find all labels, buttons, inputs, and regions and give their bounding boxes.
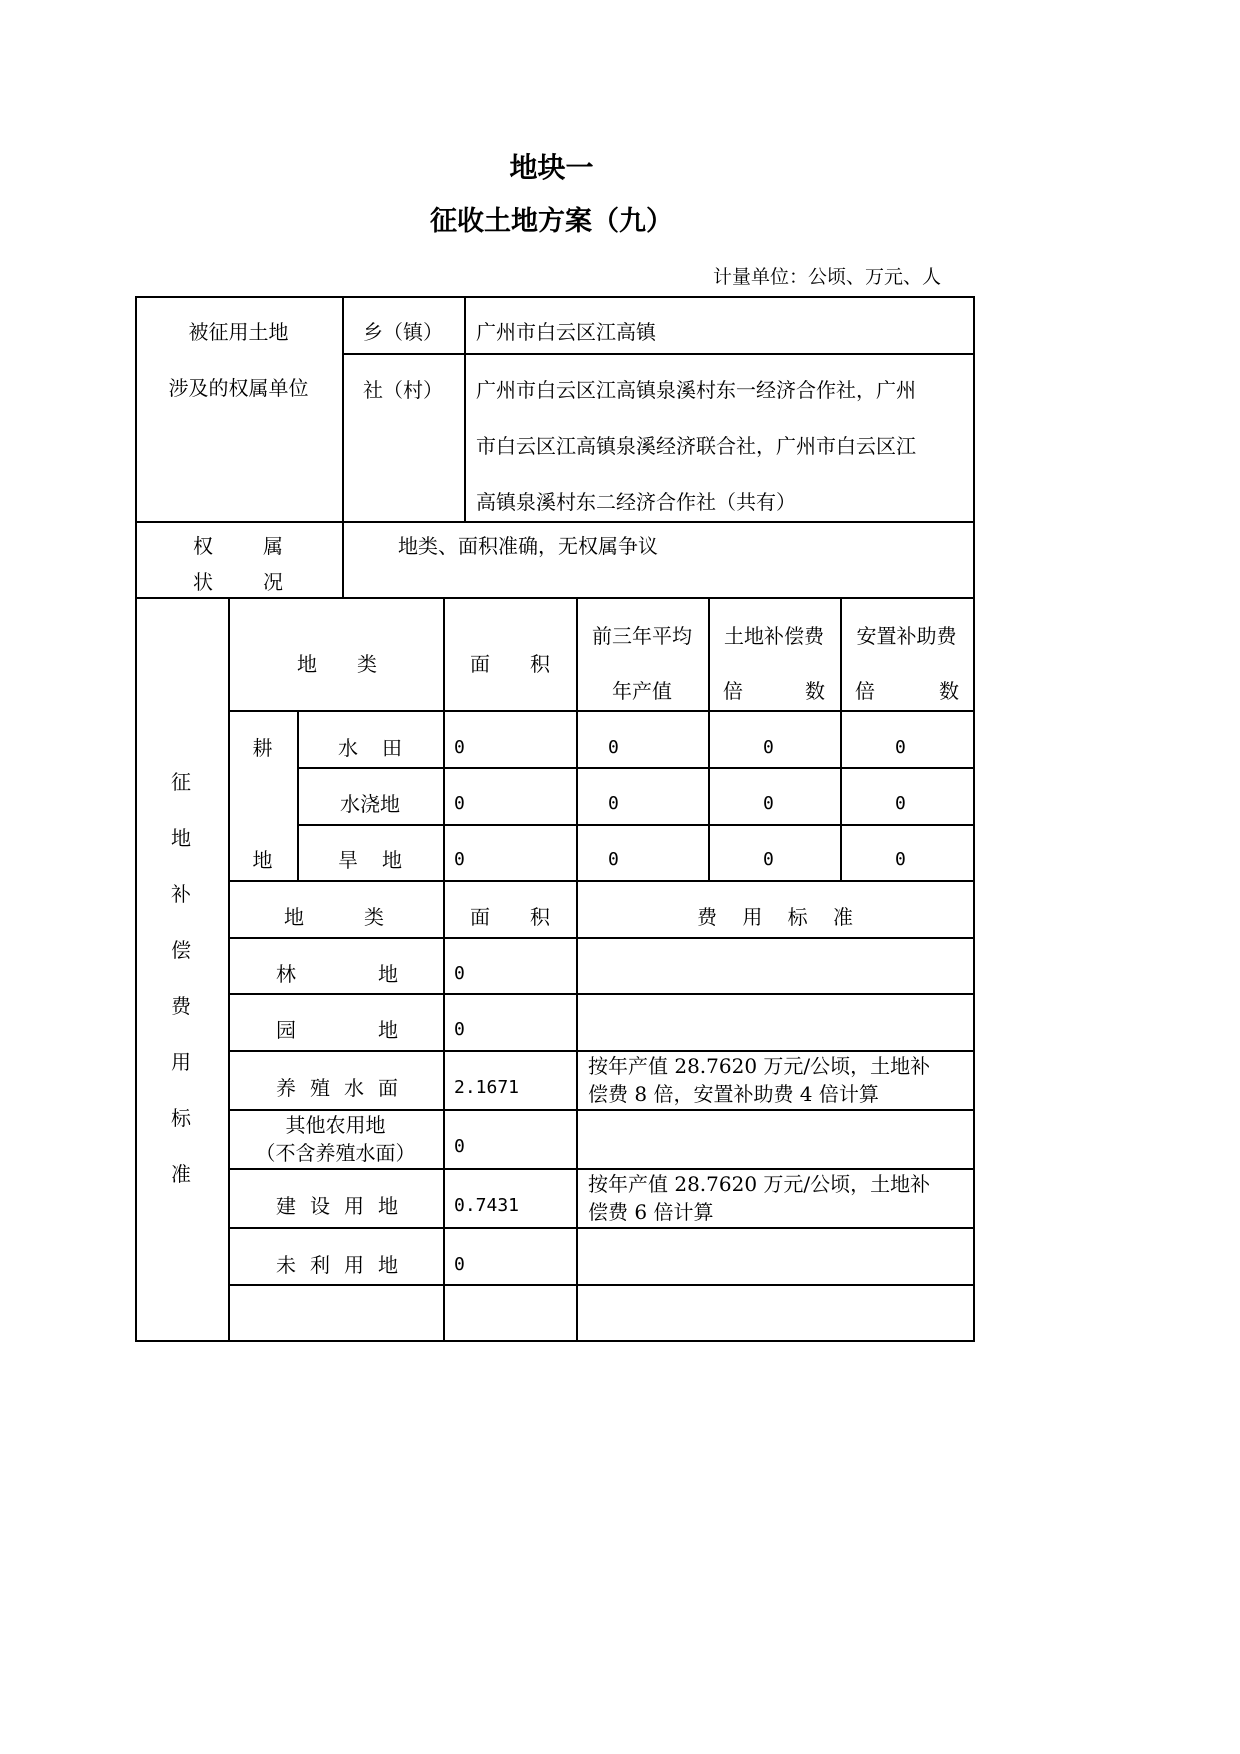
paddy-avg-value: 0	[608, 737, 619, 758]
farmland-label-top: 耕	[252, 736, 273, 760]
village-label: 社（村）	[363, 378, 443, 402]
forest-area: 0	[454, 963, 465, 984]
dryland-land-multiple: 0	[763, 849, 774, 870]
header-resettle-line2: 倍 数	[855, 679, 959, 703]
village-value-line3: 高镇泉溪村东二经济合作社（共有）	[476, 490, 796, 514]
other-agri-type-line2: （不含养殖水面）	[255, 1141, 416, 1165]
township-label: 乡（镇）	[363, 320, 443, 344]
aquaculture-type: 养 殖 水 面	[276, 1076, 398, 1100]
header-land-type: 地 类	[297, 652, 377, 676]
compensation-side-label: 征 地 补 偿 费 用 标 准	[171, 770, 191, 1186]
farmland-label-bottom: 地	[252, 848, 273, 872]
irrigated-type: 水浇地	[340, 792, 400, 816]
garden-area: 0	[454, 1019, 465, 1040]
dryland-avg-value: 0	[608, 849, 619, 870]
status-label-line2: 状 况	[193, 570, 283, 594]
paddy-resettle-multiple: 0	[895, 737, 906, 758]
other-header-land-type: 地 类	[284, 905, 384, 929]
status-value: 地类、面积准确，无权属争议	[398, 534, 658, 558]
paddy-type: 水 田	[338, 736, 402, 760]
dryland-resettle-multiple: 0	[895, 849, 906, 870]
ownership-label-line1: 被征用土地	[188, 320, 289, 344]
aquaculture-area: 2.1671	[454, 1077, 520, 1098]
unused-type: 未 利 用 地	[276, 1253, 398, 1277]
document-title: 地块一	[509, 151, 594, 184]
township-value: 广州市白云区江高镇	[476, 320, 656, 344]
paddy-land-multiple: 0	[763, 737, 774, 758]
unit-note: 计量单位：公顷、万元、人	[712, 266, 941, 288]
other-header-standard: 费 用 标 准	[697, 905, 853, 929]
header-land-comp-line1: 土地补偿费	[724, 624, 824, 648]
ownership-label-line2: 涉及的权属单位	[168, 376, 309, 400]
header-resettle-line1: 安置补助费	[856, 624, 957, 648]
other-agri-type-line1: 其他农用地	[285, 1113, 386, 1137]
document-subtitle: 征收土地方案（九）	[430, 206, 673, 237]
garden-type: 园 地	[276, 1018, 398, 1042]
unused-area: 0	[454, 1254, 465, 1275]
construction-area: 0.7431	[454, 1195, 520, 1216]
dryland-area: 0	[454, 849, 465, 870]
other-agri-area: 0	[454, 1136, 465, 1157]
header-avg-value-line1: 前三年平均	[592, 624, 692, 648]
dryland-type: 旱 地	[338, 848, 402, 872]
header-area: 面 积	[470, 652, 550, 676]
irrigated-land-multiple: 0	[763, 793, 774, 814]
paddy-area: 0	[454, 737, 465, 758]
village-value-line1: 广州市白云区江高镇泉溪村东一经济合作社，广州	[476, 378, 916, 402]
construction-type: 建 设 用 地	[276, 1194, 398, 1218]
village-value-line2: 市白云区江高镇泉溪经济联合社，广州市白云区江	[476, 434, 916, 458]
irrigated-area: 0	[454, 793, 465, 814]
construction-standard-line2: 偿费 6 倍计算	[588, 1200, 714, 1224]
other-header-area: 面 积	[470, 905, 550, 929]
aquaculture-standard-line2: 偿费 8 倍，安置补助费 4 倍计算	[588, 1082, 879, 1106]
status-label-line1: 权 属	[193, 534, 283, 558]
forest-type: 林 地	[276, 962, 398, 986]
header-avg-value-line2: 年产值	[612, 679, 672, 703]
irrigated-resettle-multiple: 0	[895, 793, 906, 814]
header-land-comp-line2: 倍 数	[723, 679, 825, 703]
irrigated-avg-value: 0	[608, 793, 619, 814]
aquaculture-standard-line1: 按年产值 28.7620 万元/公顷，土地补	[588, 1054, 931, 1078]
construction-standard-line1: 按年产值 28.7620 万元/公顷，土地补	[588, 1172, 931, 1196]
